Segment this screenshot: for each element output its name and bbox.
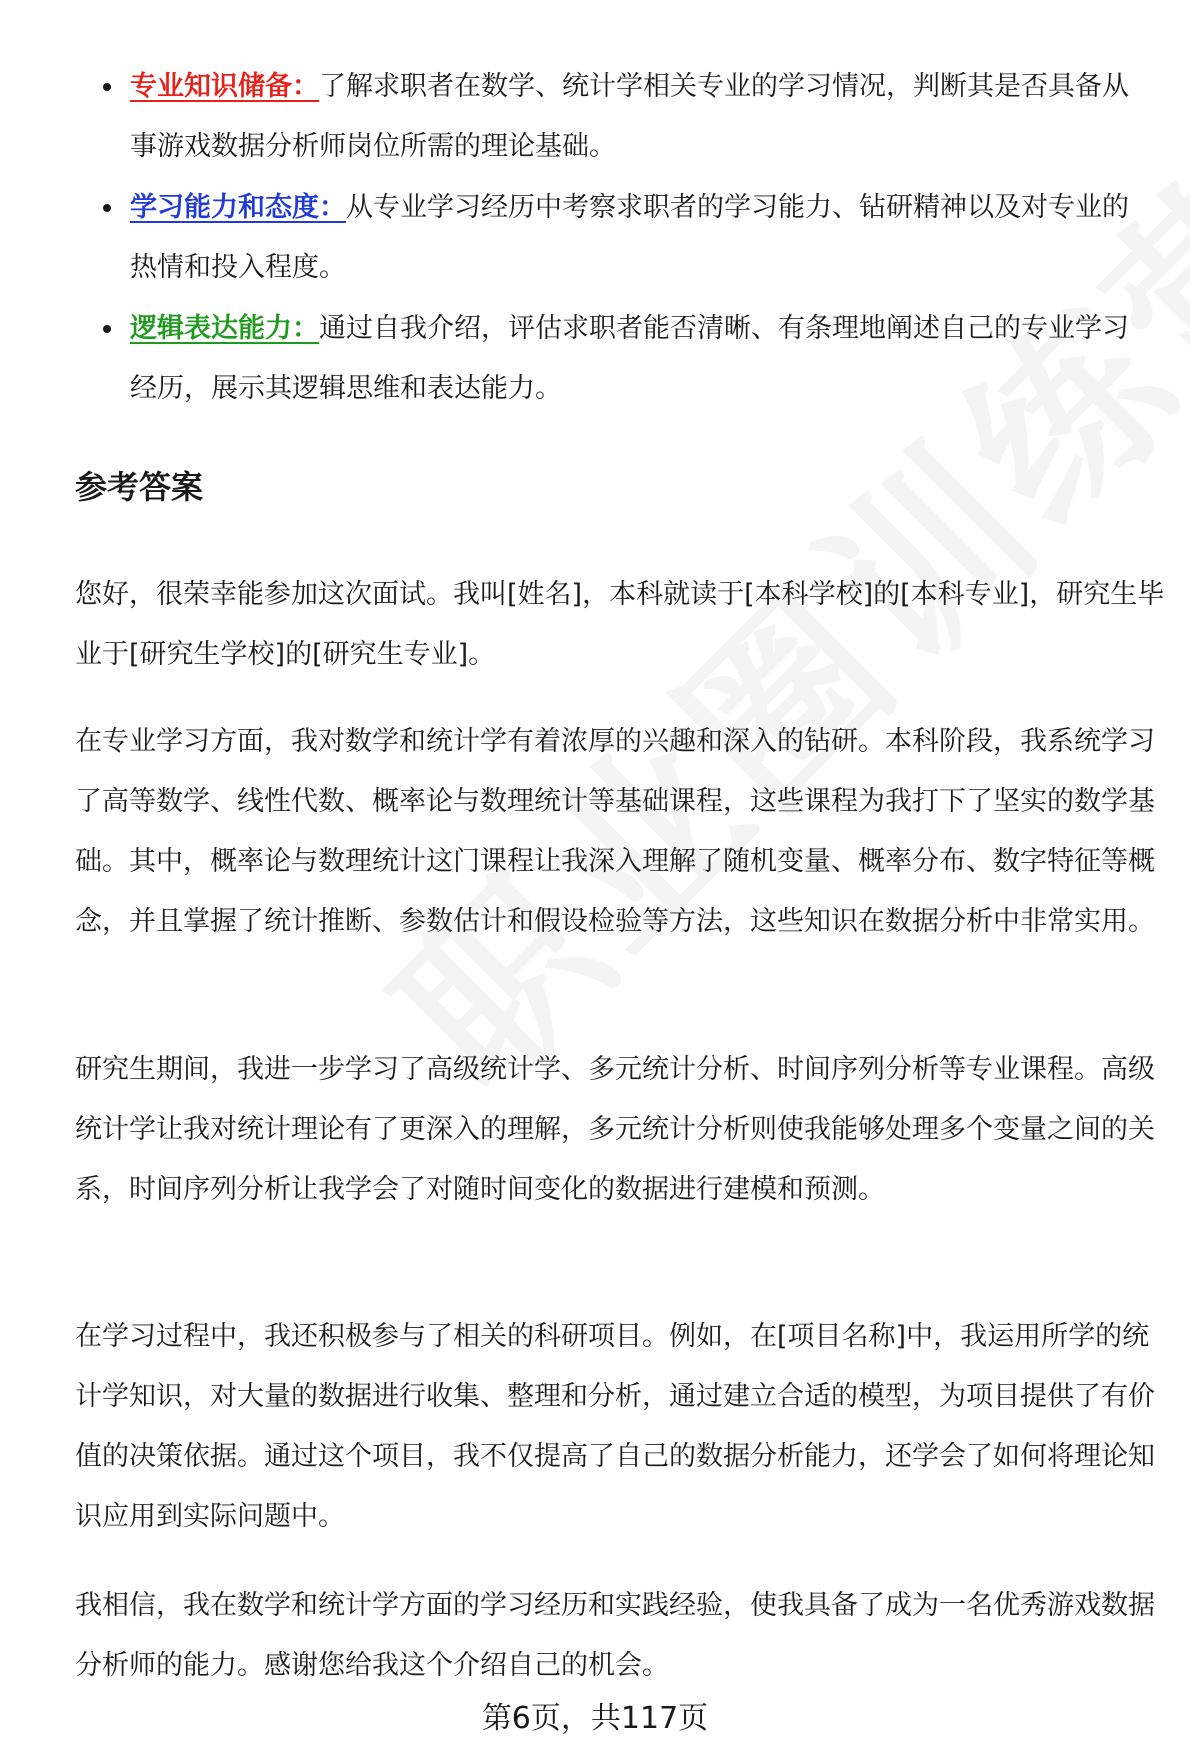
answer-paragraph: 在专业学习方面，我对数学和统计学有着浓厚的兴趣和深入的钻研。本科阶段，我系统学习了高等数学、线性代数、概率论与数理统计等基础课程，这些课程为我打下了坚实的数学基础。其中，概率论与数理统计这门课程让我深入理解了随机变量、概率分布、数字特征等概念，并且掌握了统计推断、参数估计和假设检验等方法，这些知识在数据分析中非常实用。 [75,726,1155,937]
bullet-icon [103,325,111,333]
criteria-item [95,299,1145,419]
criteria-item [95,57,1145,177]
criteria-item [95,178,1145,298]
answer-paragraph: 研究生期间，我进一步学习了高级统计学、多元统计分析、时间序列分析等专业课程。高级统计学让我对统计理论有了更深入的理解，多元统计分析则使我能够处理多个变量之间的关系，时间序列分析让我学会了对随时间变化的数据进行建模和预测。 [75,1054,1155,1205]
criteria-keyword: 学习能力和态度： [130,192,346,223]
answer-paragraph: 我相信，我在数学和统计学方面的学习经历和实践经验，使我具备了成为一名优秀游戏数据分析师的能力。感谢您给我这个介绍自己的机会。 [75,1590,1155,1681]
criteria-text: 通过自我介绍，评估求职者能否清晰、有条理地阐述自己的专业学习经历，展示其逻辑思维和表达能力。 [130,313,1129,404]
answer-paragraph: 您好，很荣幸能参加这次面试。我叫[姓名]，本科就读于[本科学校]的[本科专业]，研究生毕业于[研究生学校]的[研究生专业]。 [75,579,1165,670]
bullet-icon [103,83,111,91]
criteria-keyword: 逻辑表达能力： [130,313,319,344]
criteria-keyword: 专业知识储备： [130,71,319,102]
answer-paragraph: 在学习过程中，我还积极参与了相关的科研项目。例如，在[项目名称]中，我运用所学的统计学知识，对大量的数据进行收集、整理和分析，通过建立合适的模型，为项目提供了有价值的决策依据。通过这个项目，我不仅提高了自己的数据分析能力，还学会了如何将理论知识应用到实际问题中。 [75,1321,1155,1532]
section-title: 参考答案 [75,468,204,506]
bullet-icon [103,204,111,212]
criteria-text: 了解求职者在数学、统计学相关专业的学习情况，判断其是否具备从事游戏数据分析师岗位所需的理论基础。 [130,71,1129,162]
criteria-text: 从专业学习经历中考察求职者的学习能力、钻研精神以及对专业的热情和投入程度。 [130,192,1129,283]
criteria-list [95,57,1145,420]
page-number: 第6页，共117页 [481,1701,709,1736]
